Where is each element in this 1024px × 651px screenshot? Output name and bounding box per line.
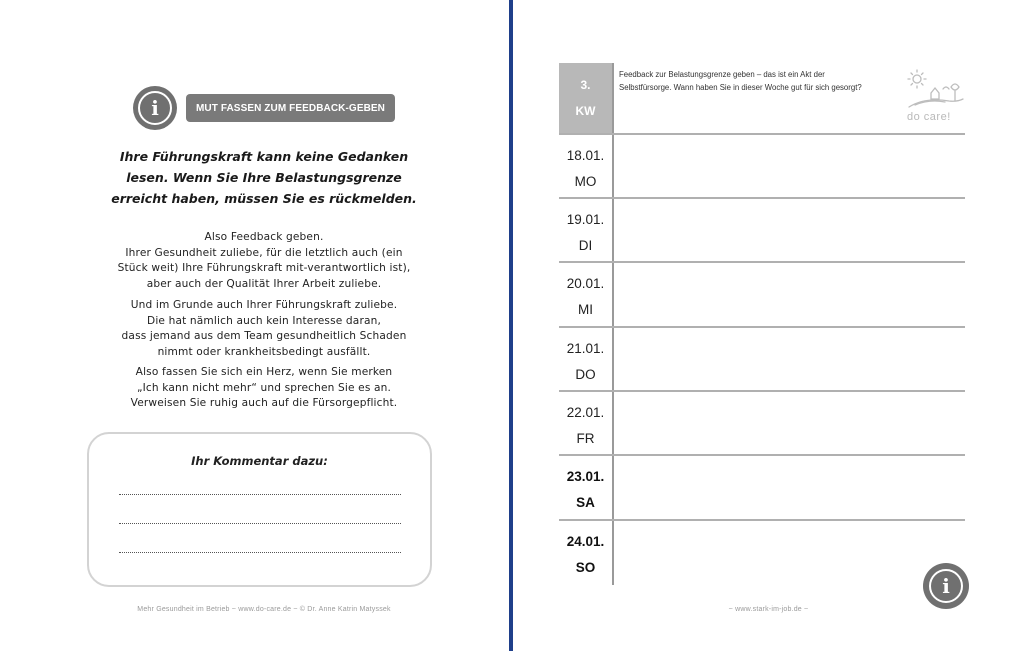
heading-line: erreicht haben, müssen Sie es rückmelden. <box>111 191 417 206</box>
row-divider <box>559 326 965 328</box>
row-divider <box>559 519 965 521</box>
footer-left: Mehr Gesundheit im Betrieb ~ www.do-care.de ~ © Dr. Anne Katrin Matyssek <box>137 606 391 613</box>
text-line: aber auch der Qualität Ihrer Arbeit zuliebe. <box>146 277 382 290</box>
day-row-monday[interactable] <box>559 133 612 197</box>
comment-title: Ihr Kommentar dazu: <box>191 454 328 468</box>
day-row-sunday[interactable] <box>559 519 612 583</box>
row-divider <box>559 197 965 199</box>
prompt-line: Feedback zur Belastungsgrenze geben – das ist ein Akt der <box>619 70 825 79</box>
text-line: Verweisen Sie ruhig auch auf die Fürsorgepflicht. <box>130 397 398 409</box>
paragraph-manager <box>96 298 432 360</box>
text-line: Die hat nämlich auch kein Interesse daran, <box>147 314 381 327</box>
row-divider <box>559 454 965 456</box>
planner-prompt <box>619 68 909 94</box>
heading-line: lesen. Wenn Sie Ihre Belastungsgrenze <box>126 170 402 185</box>
day-name: FR <box>576 431 595 446</box>
day-name: SA <box>576 495 595 510</box>
info-icon: i <box>133 86 177 130</box>
day-row-wednesday[interactable] <box>559 261 612 325</box>
week-number: 3. <box>580 78 591 92</box>
comment-line[interactable] <box>119 552 401 553</box>
day-date: 23.01. <box>566 469 605 484</box>
logo-sketch-icon <box>905 69 967 113</box>
tip-badge: MUT FASSEN ZUM FEEDBACK-GEBEN <box>186 94 395 122</box>
paragraph-courage <box>96 365 432 412</box>
day-name: DO <box>575 367 596 382</box>
day-name: MO <box>574 174 597 189</box>
logo-text: do care! <box>907 111 951 123</box>
comment-box[interactable] <box>87 432 432 587</box>
day-row-friday[interactable] <box>559 390 612 454</box>
day-name: MI <box>578 302 593 317</box>
comment-line[interactable] <box>119 494 401 495</box>
text-line: nimmt oder krankheitsbedingt ausfällt. <box>157 345 371 358</box>
calendar-week-cell <box>559 63 612 133</box>
text-line: dass jemand aus dem Team gesundheitlich Schaden <box>121 330 407 342</box>
footer-right: ~ www.stark-im-job.de ~ <box>728 606 809 613</box>
day-date: 21.01. <box>566 341 605 356</box>
motivation-heading <box>90 146 438 209</box>
info-icon[interactable]: i <box>923 563 969 609</box>
day-date: 18.01. <box>566 148 605 163</box>
day-date: 19.01. <box>566 212 605 227</box>
column-divider <box>612 63 614 585</box>
row-divider <box>559 133 965 135</box>
day-row-thursday[interactable] <box>559 326 612 390</box>
day-date: 20.01. <box>566 276 605 291</box>
day-name: DI <box>578 238 593 253</box>
right-page <box>513 0 1024 651</box>
do-care-logo <box>905 69 967 129</box>
text-line: „Ich kann nicht mehr“ und sprechen Sie es an. <box>136 381 392 394</box>
day-name: SO <box>575 560 596 575</box>
text-line: Stück weit) Ihre Führungskraft mit-verantwortlich ist), <box>117 262 411 274</box>
comment-line[interactable] <box>119 523 401 524</box>
day-date: 24.01. <box>566 534 605 549</box>
heading-line: Ihre Führungskraft kann keine Gedanken <box>119 149 409 164</box>
row-divider <box>559 390 965 392</box>
text-line: Ihrer Gesundheit zuliebe, für die letztlich auch (ein <box>125 246 403 259</box>
week-label: KW <box>575 104 596 118</box>
left-page <box>0 0 508 651</box>
prompt-line: Selbstfürsorge. Wann haben Sie in dieser Woche gut für sich gesorgt? <box>619 83 862 92</box>
text-line: Also fassen Sie sich ein Herz, wenn Sie merken <box>135 366 393 378</box>
day-row-tuesday[interactable] <box>559 197 612 261</box>
text-line: Also Feedback geben. <box>204 231 324 243</box>
day-row-saturday[interactable] <box>559 454 612 518</box>
row-divider <box>559 261 965 263</box>
day-date: 22.01. <box>566 405 605 420</box>
paragraph-feedback <box>96 230 432 292</box>
text-line: Und im Grunde auch Ihrer Führungskraft zuliebe. <box>130 299 398 311</box>
